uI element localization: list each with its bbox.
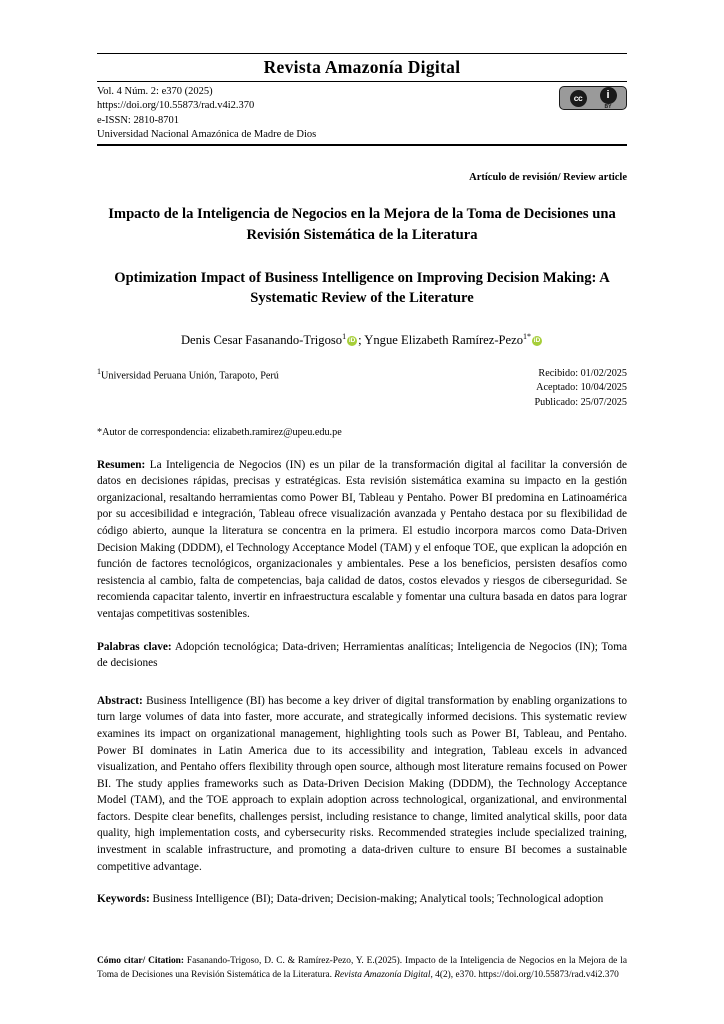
citation-text-part-1: Fasanando-Trigoso, D. C. & Ramírez-Pezo, Y. E.(2025). Impacto de la Inteligencia de Negocios en la Mejora de la Toma de Decisiones una Revisión Sistemática de la Literatura. [97, 956, 627, 980]
how-to-cite [97, 955, 627, 982]
date-published: Publicado: 25/07/2025 [534, 396, 627, 408]
affiliation-and-dates [97, 367, 627, 413]
article-type-label: Artículo de revisión/ Review article [469, 172, 627, 184]
keywords-english-label: Keywords: [97, 893, 150, 906]
volume-line: Vol. 4 Núm. 2: e370 (2025) [97, 86, 213, 98]
keywords-spanish-label: Palabras clave: [97, 640, 172, 653]
publisher-line: Universidad Nacional Amazónica de Madre de Dios [97, 128, 317, 140]
title-english: Optimization Impact of Business Intelligence on Improving Decision Making: A Systematic Review of the Literature [114, 269, 610, 307]
by-label: BY [604, 103, 612, 110]
keywords-english [97, 891, 627, 908]
citation-journal-name: Revista Amazonía Digital [334, 969, 431, 980]
corresponding-author[interactable]: *Autor de correspondencia: elizabeth.ramirez@upeu.edu.pe [97, 426, 342, 438]
date-accepted: Aceptado: 10/04/2025 [536, 382, 627, 394]
affiliation-marker: 1 [97, 366, 101, 376]
title-spanish: Impacto de la Inteligencia de Negocios en la Mejora de la Toma de Decisiones una Revisión Sistemática de la Literatura [108, 206, 616, 243]
keywords-spanish [97, 639, 627, 672]
masthead [97, 53, 627, 146]
abstract-spanish-body: La Inteligencia de Negocios (IN) es un pilar de la transformación digital al facilitar la conversión de datos en decisiones rápidas, precisas y estratégicas. Esta revisión sistemática examina su impacto en la gestión organizacional, resaltando herramientas como Power BI, Tableau y Pentaho. Power BI predomina en Latinoamérica por su accesibilidad e integración, Tableau ofrece visualización avanzada y Pentaho destaca por su flexibilidad de código abierto, aunque la literatura se concentra en la primera. El estudio incorpora marcos como Data-Driven Decision Making (DDDM), el Technology Acceptance Model (TAM) y el enfoque TOE, que explican la adopción en función de factores tecnológicos, organizacionales y ambientales. Pese a los beneficios, persisten desafíos como resistencia al cambio, falta de competencias, baja calidad de datos, costos elevados y riesgos de ciberseguridad. Se recomienda capacitar talento, invertir en infraestructura escalable y fomentar una cultura basada en datos para lograr ventajas competitivas sostenibles. [97, 458, 627, 620]
masthead-details [97, 82, 627, 144]
article-page [97, 0, 627, 1024]
abstract-spanish [97, 457, 627, 623]
abstract-english-label: Abstract: [97, 694, 143, 707]
keywords-english-body: Business Intelligence (BI); Data-driven; Decision-making; Analytical tools; Technological adoption [149, 893, 604, 906]
author-separator: ; [358, 333, 365, 348]
issn-line: e-ISSN: 2810-8701 [97, 114, 179, 126]
creative-commons-icon: cc [570, 90, 587, 107]
abstract-spanish-label: Resumen: [97, 458, 146, 471]
masthead-rule-bottom [97, 144, 627, 146]
author-name-1[interactable]: Denis Cesar Fasanando-Trigoso [180, 333, 343, 348]
citation-text-part-2: , 4(2), e370. https://doi.org/10.55873/rad.v4i2.370 [430, 969, 619, 980]
by-attribution-group [600, 87, 617, 110]
attribution-person-icon: i [600, 87, 617, 104]
citation-label: Cómo citar/ Citation: [97, 956, 185, 967]
orcid-icon[interactable]: iD [533, 337, 541, 345]
author-2-affiliation-marker: 1* [523, 332, 532, 342]
abstract-english-body: Business Intelligence (BI) has become a key driver of digital transformation by enabling organizations to turn large volumes of data into faster, more accurate, and strategically informed decisions. This systematic review examines its impact on organizational management, highlighting tools such as Power BI, Tableau, and Pentaho. Power BI dominates in Latin America due to its accessibility and integration, Tableau excels in advanced visualization, and Pentaho offers flexibility through open source, although most literature remains focused on Power BI. The study applies frameworks such as Data-Driven Decision Making (DDDM), the Technology Acceptance Model (TAM), and the TOE approach to explain adoption across technological, organizational, and environmental factors. Despite clear benefits, challenges persist, including resistance to change, limited analytical skills, poor data quality, high implementation costs, and cybersecurity risks. Recommended strategies include specialized training, investment in scalable infrastructure, and promoting a data-driven culture to ensure BI becomes a sustainable competitive advantage. [97, 694, 627, 873]
author-1-affiliation-marker: 1 [342, 332, 347, 342]
author-name-2[interactable]: Yngue Elizabeth Ramírez-Pezo [364, 333, 524, 348]
date-received: Recibido: 01/02/2025 [538, 367, 627, 379]
keywords-spanish-body: Adopción tecnológica; Data-driven; Herramientas analíticas; Inteligencia de Negocios (IN); Toma de decisiones [97, 640, 627, 670]
author-list [97, 332, 627, 349]
affiliation-text: Universidad Peruana Unión, Tarapoto, Perú [101, 370, 279, 381]
journal-title: Revista Amazonía Digital [263, 57, 461, 77]
orcid-icon[interactable]: iD [348, 337, 356, 345]
abstract-english [97, 693, 627, 876]
creative-commons-by-badge[interactable] [559, 86, 627, 110]
doi-link[interactable]: https://doi.org/10.55873/rad.v4i2.370 [97, 100, 255, 112]
publication-dates [534, 367, 627, 410]
